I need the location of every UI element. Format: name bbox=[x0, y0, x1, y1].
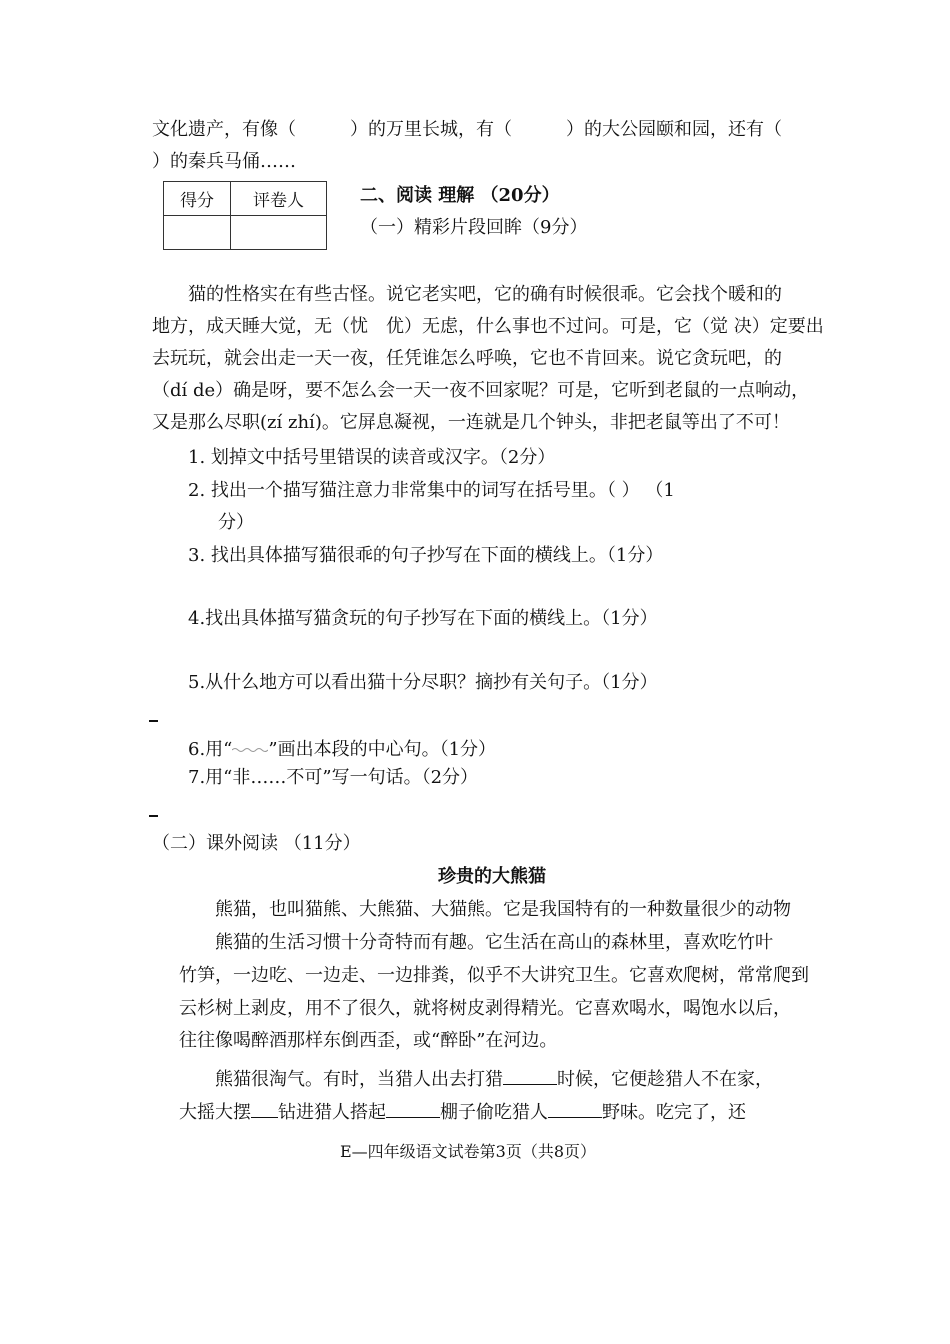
question-6 bbox=[188, 737, 496, 759]
text-segment: 棚子偷吃猎人 bbox=[440, 1102, 548, 1123]
score-table bbox=[163, 181, 327, 250]
passage-line: 地方，成天睡大觉，无（忧 优）无虑，什么事也不过问。可是，它（觉 决）定要出 bbox=[152, 316, 824, 337]
fill-blank[interactable] bbox=[386, 1099, 440, 1118]
text-segment: 熊猫很淘气。有时，当猎人出去打猎 bbox=[215, 1069, 503, 1090]
page-footer: E—四年级语文试卷第3页（共8页） bbox=[340, 1142, 597, 1161]
passage-line-blanks bbox=[179, 1099, 746, 1122]
passage-title: 珍贵的大熊猫 bbox=[438, 866, 546, 887]
grader-cell bbox=[231, 216, 327, 250]
passage-line: （dí de）确是呀，要不怎么会一天一夜不回家呢？可是，它听到老鼠的一点响动， bbox=[152, 380, 810, 401]
fill-blank[interactable] bbox=[548, 1099, 602, 1118]
question-6-suffix: ”画出本段的中心句。（1分） bbox=[268, 739, 497, 760]
subsection-title: （二）课外阅读 （11分） bbox=[152, 833, 361, 854]
passage-line: 熊猫的生活习惯十分奇特而有趣。它生活在高山的森林里，喜欢吃竹叶 bbox=[215, 932, 773, 953]
passage-line-blanks bbox=[215, 1066, 773, 1089]
text-segment: 钻进猎人搭起 bbox=[278, 1102, 386, 1123]
section-title: 二、阅读 理解 （20分） bbox=[360, 185, 560, 206]
question-3: 3. 找出具体描写猫很乖的句子抄写在下面的横线上。（1分） bbox=[188, 545, 664, 566]
passage-line: 又是那么尽职(zí zhí)。它屏息凝视，一连就是几个钟头，非把老鼠等出了不可！ bbox=[152, 412, 790, 433]
subsection-title: （一）精彩片段回眸（9分） bbox=[360, 217, 588, 238]
text-segment: 野味。吃完了，还 bbox=[602, 1102, 746, 1123]
question-6-prefix: 6.用“ bbox=[188, 739, 233, 760]
wavy-underline-sample bbox=[232, 737, 268, 755]
text-line: ）的秦兵马俑…… bbox=[152, 151, 296, 172]
text-line: 文化遗产，有像（ ）的万里长城，有（ ）的大公园颐和园，还有（ bbox=[152, 119, 782, 140]
question-5: 5.从什么地方可以看出猫十分尽职？摘抄有关句子。（1分） bbox=[188, 672, 658, 693]
passage-line: 熊猫，也叫猫熊、大熊猫、大猫熊。它是我国特有的一种数量很少的动物 bbox=[215, 899, 791, 920]
passage-line: 猫的性格实在有些古怪。说它老实吧，它的确有时候很乖。它会找个暖和的 bbox=[188, 284, 782, 305]
text-segment: 大摇大摆 bbox=[179, 1102, 251, 1123]
question-4: 4.找出具体描写猫贪玩的句子抄写在下面的横线上。（1分） bbox=[188, 608, 658, 629]
question-1: 1. 划掉文中括号里错误的读音或汉字。（2分） bbox=[188, 447, 556, 468]
score-cell bbox=[164, 216, 231, 250]
fill-blank[interactable] bbox=[251, 1099, 278, 1118]
question-7: 7.用“非……不可”写一句话。（2分） bbox=[188, 767, 479, 788]
question-2-cont: 分） bbox=[218, 512, 254, 533]
grader-header: 评卷人 bbox=[231, 182, 327, 216]
question-2: 2. 找出一个描写猫注意力非常集中的词写在括号里。（ ） （1 bbox=[188, 480, 675, 501]
text-segment: 时候，它便趁猎人不在家， bbox=[557, 1069, 773, 1090]
margin-mark bbox=[149, 815, 158, 817]
passage-line: 去玩玩，就会出走一天一夜，任凭谁怎么呼唤，它也不肯回来。说它贪玩吧，的 bbox=[152, 348, 782, 369]
passage-line: 云杉树上剥皮，用不了很久，就将树皮剥得精光。它喜欢喝水，喝饱水以后， bbox=[179, 998, 791, 1019]
margin-mark bbox=[149, 720, 158, 722]
passage-line: 竹笋，一边吃、一边走、一边排粪，似乎不大讲究卫生。它喜欢爬树，常常爬到 bbox=[179, 965, 809, 986]
fill-blank[interactable] bbox=[503, 1066, 557, 1085]
score-header: 得分 bbox=[164, 182, 231, 216]
passage-line: 往往像喝醉酒那样东倒西歪，或“醉卧”在河边。 bbox=[179, 1030, 558, 1051]
